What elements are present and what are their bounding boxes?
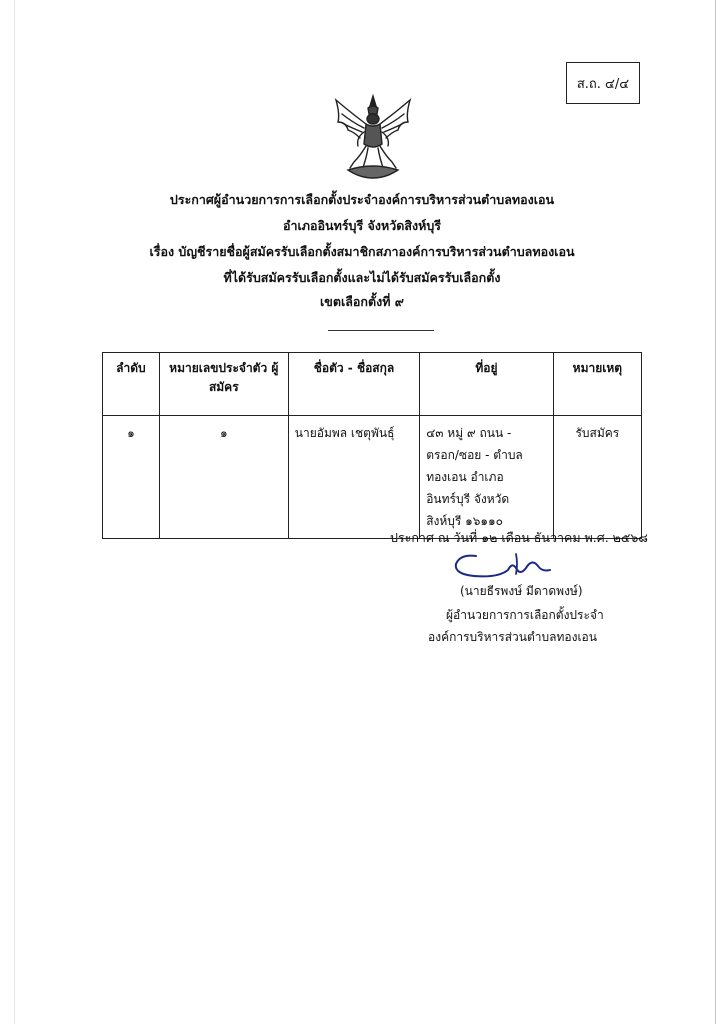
page-edge-left (14, 0, 15, 1024)
header-order: ลำดับ (103, 353, 160, 416)
heading-line-3: เรื่อง บัญชีรายชื่อผู้สมัครรับเลือกตั้งสมาชิกสภาองค์การบริหารส่วนตำบลทองเอน (149, 244, 575, 259)
header-name: ชื่อตัว - ชื่อสกุล (288, 353, 419, 416)
cell-address: ๔๓ หมู่ ๙ ถนน - ตรอก/ซอย - ตำบล ทองเอน อำเภอ อินทร์บุรี จังหวัด สิงห์บุรี ๑๖๑๑๐ (420, 416, 554, 539)
heading-line-4: ที่ได้รับสมัครรับเลือกตั้งและไม่ได้รับสมัครรับเลือกตั้ง (223, 270, 501, 285)
table-row (103, 416, 642, 539)
header-address: ที่อยู่ (420, 353, 554, 416)
signature-icon (446, 546, 556, 586)
cell-note: รับสมัคร (553, 416, 641, 539)
signer-name: (นายธีรพงษ์ มีดาดพงษ์) (460, 584, 583, 598)
cell-number: ๑ (159, 416, 288, 539)
page-edge-right (715, 0, 716, 1024)
table-header-row (103, 353, 642, 416)
heading-line-5: เขตเลือกตั้งที่ ๙ (320, 294, 404, 309)
signer-title-line-2: องค์การบริหารส่วนตำบลทองเอน (428, 630, 597, 644)
cell-order: ๑ (103, 416, 160, 539)
garuda-emblem-icon (330, 92, 416, 180)
form-code: ส.ถ. ๔/๔ (576, 76, 630, 92)
cell-name: นายอัมพล เชตุพันธุ์ (288, 416, 419, 539)
header-note: หมายเหตุ (553, 353, 641, 416)
heading-line-2: อำเภออินทร์บุรี จังหวัดสิงห์บุรี (283, 218, 441, 233)
candidate-table (102, 352, 642, 539)
form-code-box (566, 62, 640, 104)
heading-divider (328, 330, 434, 331)
header-number: หมายเลขประจำตัว ผู้สมัคร (159, 353, 288, 416)
signer-title-line-1: ผู้อำนวยการการเลือกตั้งประจำ (446, 608, 604, 622)
announce-date: ประกาศ ณ วันที่ ๑๒ เดือน ธันวาคม พ.ศ. ๒๕๖๘ (390, 530, 648, 545)
heading-line-1: ประกาศผู้อำนวยการการเลือกตั้งประจำองค์การบริหารส่วนตำบลทองเอน (169, 192, 555, 207)
